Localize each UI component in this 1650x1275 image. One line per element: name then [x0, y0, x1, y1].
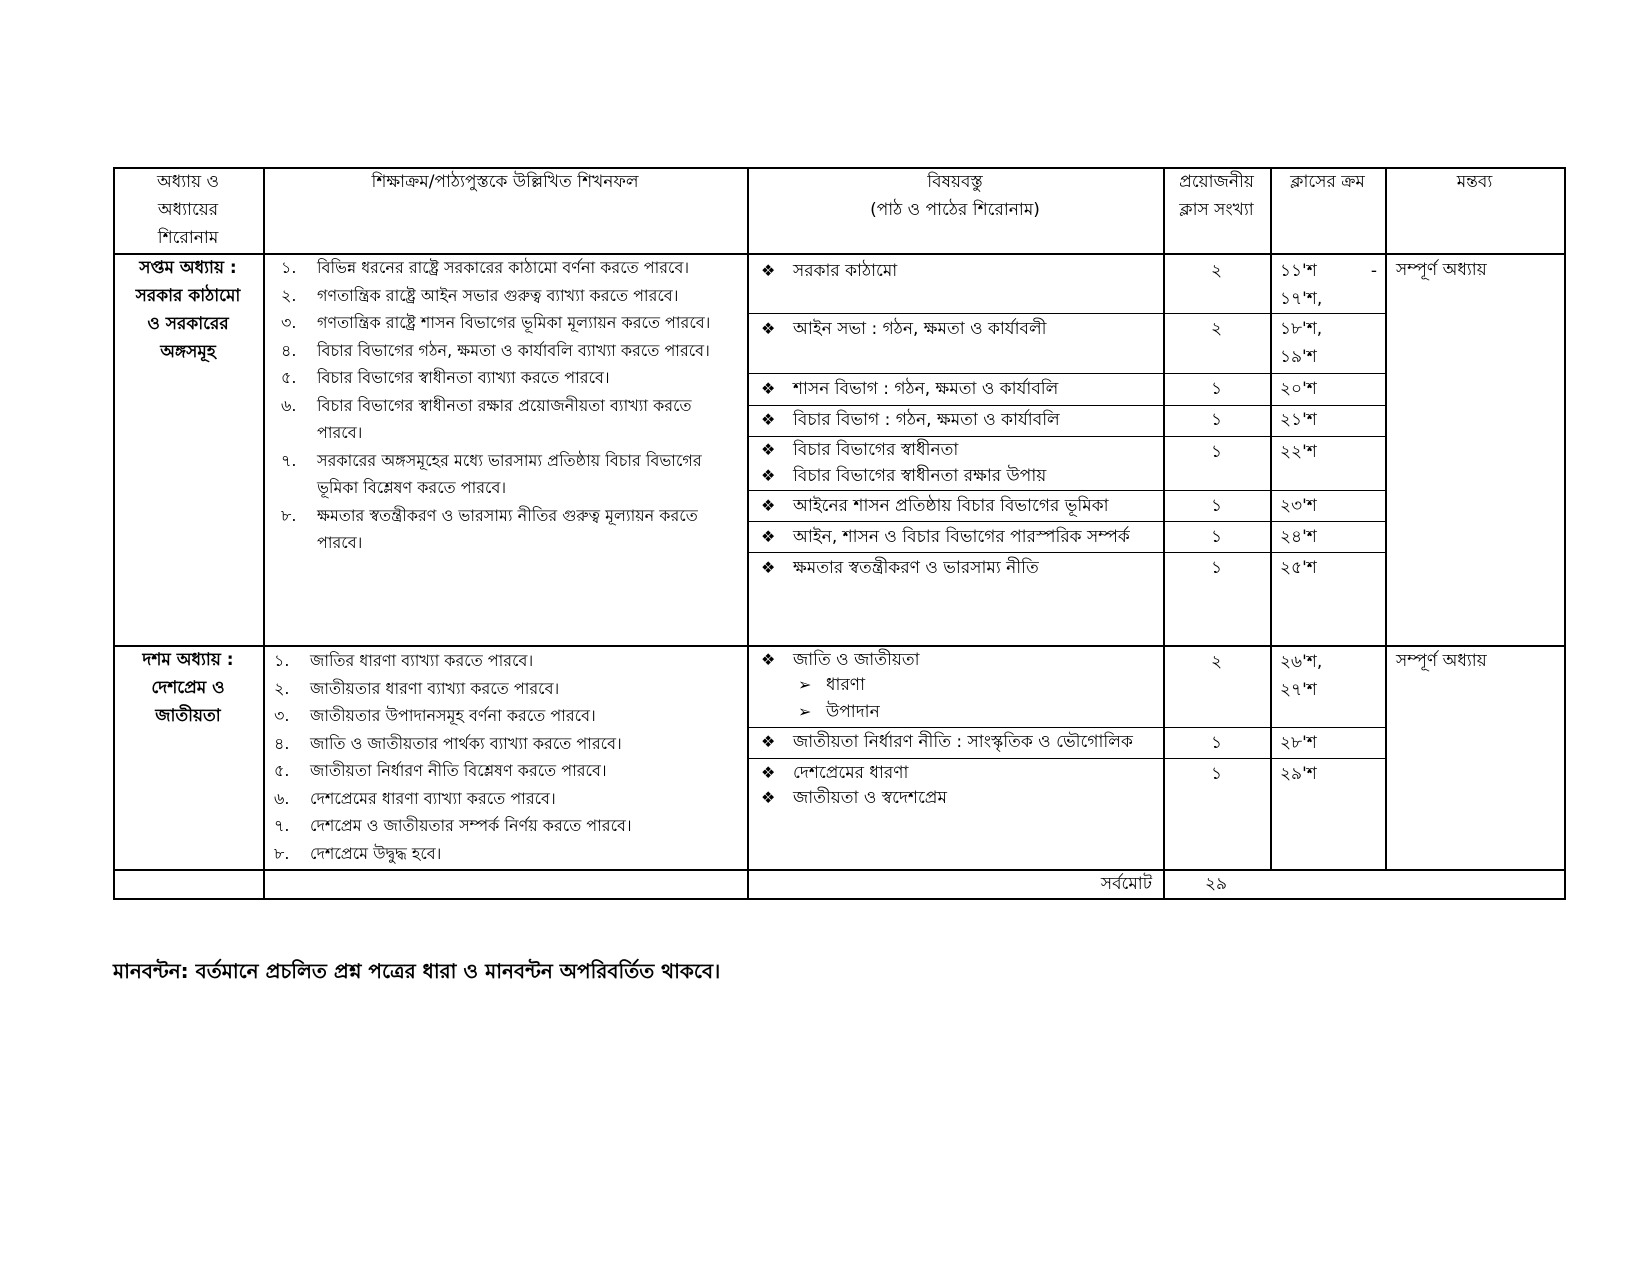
header-remarks: মন্তব্য [1456, 172, 1493, 192]
header-outcomes: শিক্ষাক্রম/পাঠ্যপুস্তকে উল্লিখিত শিখনফল [371, 172, 639, 192]
chapter-line: সরকার কাঠামো [135, 286, 241, 306]
class-count: ১ [1210, 558, 1223, 578]
outcome-text: গণতান্ত্রিক রাষ্ট্রে আইন সভার গুরুত্ব ব্যাখ্যা করতে পারবে। [317, 285, 679, 305]
outcome-text: জাতীয়তা নির্ধারণ নীতি বিশ্লেষণ করতে পারবে। [310, 761, 607, 780]
diamond-bullet-icon: ❖ [761, 650, 776, 669]
content-row [761, 554, 1039, 582]
content-row [761, 523, 1130, 551]
diamond-bullet-icon: ❖ [761, 440, 776, 459]
content-subitem [798, 671, 865, 699]
diamond-bullet-icon: ❖ [761, 466, 776, 485]
outcome-number: ৫. [274, 761, 290, 780]
header-classes [1163, 168, 1270, 224]
content-text: শাসন বিভাগ : গঠন, ক্ষমতা ও কার্যাবলি [793, 379, 1059, 399]
diamond-bullet-icon: ❖ [761, 261, 776, 280]
content-text: জাতীয়তা নির্ধারণ নীতি : সাংস্কৃতিক ও ভৌগোলিক [793, 732, 1133, 752]
class-count: ২ [1210, 261, 1223, 281]
content-row [761, 492, 1109, 520]
class-count: ২ [1210, 319, 1223, 339]
class-count: ১ [1210, 410, 1223, 430]
outcome-text: ক্ষমতার স্বতন্ত্রীকরণ ও ভারসাম্য নীতির গুরুত্ব মূল্যায়ন করতে পারবে। [317, 505, 698, 552]
outcome-number: ৬. [281, 395, 297, 415]
class-count: ১ [1210, 379, 1223, 399]
class-order: ২৪'শ [1280, 527, 1317, 547]
outcome-number: ২. [281, 285, 297, 305]
total-value: ২৯ [1205, 874, 1228, 894]
remarks: সম্পূর্ণ অধ্যায় [1396, 260, 1487, 280]
class-order: ২০'শ [1280, 379, 1317, 399]
chapter-line: দেশপ্রেম ও [151, 678, 225, 698]
class-count: ১ [1210, 733, 1223, 753]
class-order [1280, 648, 1322, 704]
content-row [761, 646, 920, 674]
outcome-item [274, 675, 736, 703]
remarks: সম্পূর্ণ অধ্যায় [1396, 651, 1487, 671]
arrow-bullet-icon: ➢ [798, 675, 812, 694]
class-order: ২৩'শ [1280, 496, 1317, 516]
outcome-item [274, 757, 736, 785]
class-order-line: ১১'শ - [1280, 261, 1377, 281]
header-content [747, 168, 1163, 224]
outcome-text: জাতীয়তার উপাদানসমূহ বর্ণনা করতে পারবে। [310, 706, 596, 725]
content-row [761, 375, 1058, 403]
class-order: ২৯'শ [1280, 764, 1317, 784]
content-text: আইন, শাসন ও বিচার বিভাগের পারস্পরিক সম্পর্ক [793, 527, 1130, 547]
section2-chapter [113, 646, 263, 730]
content-row [761, 436, 958, 464]
outcome-text: দেশপ্রেমের ধারণা ব্যাখ্যা করতে পারবে। [310, 788, 556, 808]
diamond-bullet-icon: ❖ [761, 732, 776, 751]
header-content-line2: (পাঠ ও পাঠের শিরোনাম) [870, 200, 1040, 220]
content-text: ক্ষমতার স্বতন্ত্রীকরণ ও ভারসাম্য নীতি [793, 558, 1039, 578]
content-text: বিচার বিভাগের স্বাধীনতা রক্ষার উপায় [793, 466, 1047, 486]
arrow-bullet-icon: ➢ [798, 702, 812, 721]
content-text: বিচার বিভাগের স্বাধীনতা [793, 440, 959, 460]
header-chapter-line: শিরোনাম [157, 228, 219, 248]
diamond-bullet-icon: ❖ [761, 496, 776, 515]
content-subitem [798, 698, 880, 726]
outcome-item [274, 647, 736, 675]
outcome-text: জাতির ধারণা ব্যাখ্যা করতে পারবে। [310, 651, 534, 670]
header-order: ক্লাসের ক্রম [1290, 172, 1365, 192]
class-order: ২১'শ [1280, 410, 1317, 430]
header-classes-line2: ক্লাস সংখ্যা [1179, 200, 1254, 220]
diamond-bullet-icon: ❖ [761, 410, 776, 429]
outcome-number: ৭. [281, 450, 297, 470]
outcome-item [274, 785, 736, 813]
outcome-number: ৪. [274, 733, 290, 753]
outcome-item [281, 364, 736, 392]
class-count: ১ [1210, 496, 1223, 516]
content-row [761, 759, 908, 787]
outcome-number: ৮. [274, 843, 290, 863]
outcome-item [281, 309, 736, 337]
outcome-item [281, 337, 736, 365]
class-order: ২২'শ [1280, 442, 1317, 462]
content-text: জাতি ও জাতীয়তা [793, 650, 920, 670]
diamond-bullet-icon: ❖ [761, 527, 776, 546]
outcome-number: ৭. [274, 816, 290, 835]
total-label: সর্বমোট [1100, 874, 1152, 894]
content-row [761, 784, 947, 812]
header-chapter-line: অধ্যায়ের [157, 200, 219, 220]
outcome-text: দেশপ্রেমে উদ্বুদ্ধ হবে। [310, 843, 442, 863]
outcome-item [274, 730, 736, 758]
content-row [761, 257, 897, 285]
diamond-bullet-icon: ❖ [761, 788, 776, 807]
header-content-line1: বিষয়বস্তু [927, 172, 983, 192]
outcome-text: জাতি ও জাতীয়তার পার্থক্য ব্যাখ্যা করতে পারবে। [310, 733, 622, 753]
outcome-item [274, 840, 736, 868]
class-order-line: ১৭'শ, [1280, 289, 1323, 309]
outcome-item [281, 282, 736, 310]
class-order [1280, 315, 1322, 371]
chapter-line: সপ্তম অধ্যায় : [139, 258, 237, 278]
content-text: আইন সভা : গঠন, ক্ষমতা ও কার্যাবলী [793, 319, 1047, 339]
content-text: আইনের শাসন প্রতিষ্ঠায় বিচার বিভাগের ভূমিকা [793, 496, 1109, 516]
content-text: বিচার বিভাগ : গঠন, ক্ষমতা ও কার্যাবলি [793, 410, 1060, 430]
outcome-item [281, 392, 736, 447]
outcome-text: বিচার বিভাগের স্বাধীনতা রক্ষার প্রয়োজনীয়তা ব্যাখ্যা করতে পারবে। [317, 395, 692, 442]
section1-chapter [113, 254, 263, 366]
class-order-line: ২৬'শ, [1280, 652, 1323, 672]
class-order-line: ১৮'শ, [1280, 319, 1323, 339]
content-row [761, 728, 1133, 756]
outcome-text: বিভিন্ন ধরনের রাষ্ট্রে সরকারের কাঠামো বর্ণনা করতে পারবে। [317, 258, 690, 277]
marks-distribution-note: মানবন্টন: বর্তমানে প্রচলিত প্রশ্ন পত্রের ধারা ও মানবন্টন অপরিবর্তিত থাকবে। [113, 959, 721, 983]
header-classes-line1: প্রয়োজনীয় [1179, 172, 1254, 192]
class-count: ১ [1210, 442, 1223, 462]
class-order: ২৮'শ [1280, 733, 1317, 753]
content-row [761, 315, 1047, 343]
diamond-bullet-icon: ❖ [761, 763, 776, 782]
outcome-number: ৩. [274, 706, 290, 725]
chapter-line: ও সরকারের [147, 314, 229, 334]
content-text: জাতীয়তা ও স্বদেশপ্রেম [793, 788, 947, 808]
diamond-bullet-icon: ❖ [761, 379, 776, 398]
outcome-item [281, 502, 736, 557]
class-count: ২ [1210, 652, 1223, 672]
outcome-item [274, 812, 736, 840]
content-row [761, 462, 1046, 490]
outcome-number: ৬. [274, 788, 290, 808]
outcome-number: ১. [274, 651, 290, 670]
outcome-number: ৫. [281, 368, 297, 387]
content-text: সরকার কাঠামো [793, 261, 898, 281]
outcome-number: ৪. [281, 340, 297, 360]
outcome-text: দেশপ্রেম ও জাতীয়তার সম্পর্ক নির্ণয় করতে পারবে। [310, 816, 632, 835]
content-text: দেশপ্রেমের ধারণা [793, 763, 909, 783]
header-chapter-line: অধ্যায় ও [156, 172, 220, 192]
outcome-text: সরকারের অঙ্গসমূহের মধ্যে ভারসাম্য প্রতিষ্ঠায় বিচার বিভাগের ভূমিকা বিশ্লেষণ করতে পারবে। [317, 450, 702, 497]
chapter-line: জাতীয়তা [155, 706, 221, 726]
class-order-line: ২৭'শ [1280, 680, 1317, 700]
diamond-bullet-icon: ❖ [761, 558, 776, 577]
outcome-number: ৮. [281, 505, 297, 525]
class-count: ১ [1210, 764, 1223, 784]
chapter-line: অঙ্গসমূহ [160, 342, 216, 362]
outcome-number: ৩. [281, 313, 297, 332]
outcome-item [281, 254, 736, 282]
outcome-item [281, 447, 736, 502]
header-chapter [113, 168, 263, 252]
class-order: ২৫'শ [1280, 558, 1317, 578]
content-subitem-text: উপাদান [826, 702, 880, 722]
outcome-number: ১. [281, 258, 297, 277]
outcome-text: বিচার বিভাগের স্বাধীনতা ব্যাখ্যা করতে পারবে। [317, 368, 610, 387]
outcome-text: বিচার বিভাগের গঠন, ক্ষমতা ও কার্যাবলি ব্যাখ্যা করতে পারবে। [317, 340, 710, 360]
outcome-text: গণতান্ত্রিক রাষ্ট্রে শাসন বিভাগের ভূমিকা মূল্যায়ন করতে পারবে। [317, 313, 711, 332]
section1-outcomes [281, 254, 736, 557]
outcome-text: জাতীয়তার ধারণা ব্যাখ্যা করতে পারবে। [310, 678, 560, 698]
section2-outcomes [274, 647, 736, 867]
content-subitem-text: ধারণা [826, 675, 866, 695]
outcome-item [274, 702, 736, 730]
chapter-line: দশম অধ্যায় : [142, 650, 234, 670]
outcome-number: ২. [274, 678, 290, 698]
class-order-line: ১৯'শ [1280, 347, 1317, 367]
class-order [1280, 257, 1377, 313]
diamond-bullet-icon: ❖ [761, 319, 776, 338]
class-count: ১ [1210, 527, 1223, 547]
content-row [761, 406, 1060, 434]
